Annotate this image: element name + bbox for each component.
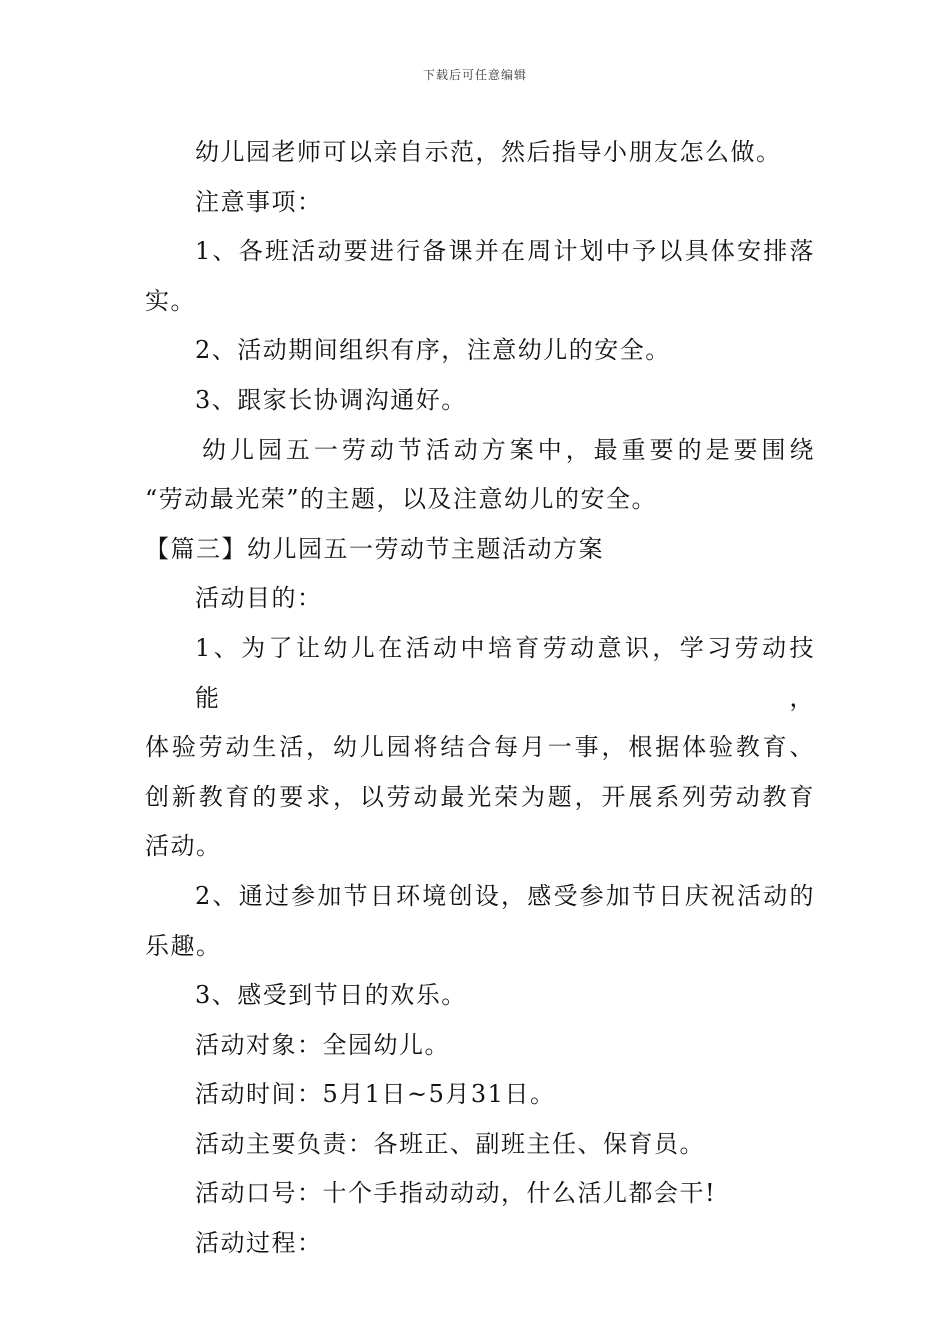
paragraph-line: 1、为了让幼儿在活动中培育劳动意识，学习劳动技能，	[195, 633, 815, 712]
paragraph-line: 活动。	[145, 832, 222, 861]
paragraph-line: 幼儿园五一劳动节活动方案中，最重要的是要围绕	[202, 435, 815, 464]
paragraph-line: 幼儿园老师可以亲自示范，然后指导小朋友怎么做。	[195, 138, 782, 166]
paragraph-line: 创新教育的要求，以劳动最光荣为题，开展系列劳动教育	[145, 782, 815, 811]
paragraph-line: 1、各班活动要进行备课并在周计划中予以具体安排落	[195, 237, 815, 266]
paragraph-line: “劳动最光荣”的主题，以及注意幼儿的安全。	[145, 485, 658, 514]
paragraph-line: 实。	[145, 286, 196, 315]
section-heading: 【篇三】幼儿园五一劳动节主题活动方案	[145, 534, 604, 563]
document-body	[145, 128, 815, 1269]
paragraph-line: 活动口号：十个手指动动动，什么活儿都会干!	[195, 1179, 717, 1208]
paragraph-line: 注意事项：	[195, 187, 323, 216]
paragraph-line: 乐趣。	[145, 931, 222, 960]
paragraph-line: 活动过程：	[195, 1229, 323, 1258]
paragraph-line: 活动时间：5月1日~5月31日。	[195, 1080, 556, 1109]
header-note: 下载后可任意编辑	[422, 68, 527, 82]
paragraph-line: 活动对象：全园幼儿。	[195, 1030, 450, 1059]
paragraph-line: 活动主要负责：各班正、副班主任、保育员。	[195, 1129, 705, 1158]
paragraph-line: 活动目的：	[195, 584, 323, 613]
paragraph-line: 2、通过参加节日环境创设，感受参加节日庆祝活动的	[195, 881, 815, 910]
paragraph-line: 3、跟家长协调沟通好。	[195, 385, 467, 414]
paragraph-line: 3、感受到节日的欢乐。	[195, 981, 467, 1010]
paragraph-line: 体验劳动生活，幼儿园将结合每月一事，根据体验教育、	[145, 733, 815, 762]
paragraph-line: 2、活动期间组织有序，注意幼儿的安全。	[195, 336, 671, 365]
